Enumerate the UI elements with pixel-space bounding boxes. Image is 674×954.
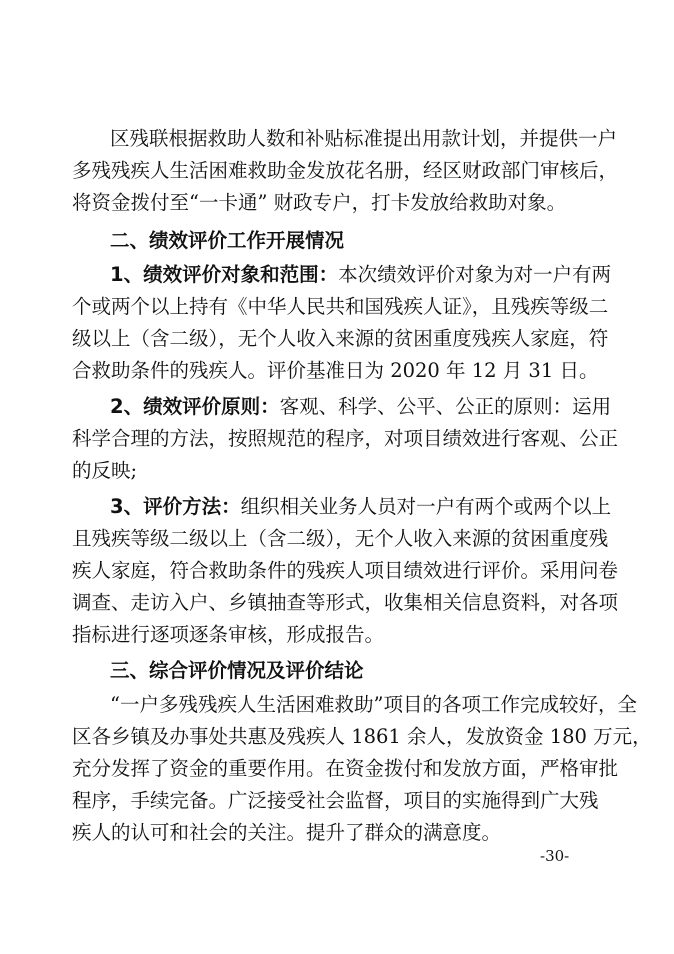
item-line xyxy=(0,260,674,290)
item-label: 2、绩效评价原则： xyxy=(110,395,280,418)
paragraph-line: 区各乡镇及办事处共惠及残疾人 1861 余人，发放资金 180 万元， xyxy=(72,725,652,748)
item-line xyxy=(0,492,674,522)
paragraph-line: “一户多残残疾人生活困难救助”项目的各项工作完成较好，全 xyxy=(110,693,637,716)
section-heading: 二、绩效评价工作开展情况 xyxy=(110,229,345,252)
section-heading: 三、综合评价情况及评价结论 xyxy=(110,659,364,682)
item-text: 本次绩效评价对象为对一户有两 xyxy=(338,263,612,286)
item-text: 客观、科学、公平、公正的原则：运用 xyxy=(279,395,612,418)
paragraph-line: 指标进行逐项逐条审核，形成报告。 xyxy=(72,623,385,646)
paragraph-line: 充分发挥了资金的重要作用。在资金拨付和发放方面，严格审批 xyxy=(72,757,619,780)
paragraph-line: 疾人家庭，符合救助条件的残疾人项目绩效进行评价。采用问卷 xyxy=(72,559,619,582)
paragraph-line: 区残联根据救助人数和补贴标准提出用款计划，并提供一户 xyxy=(110,127,618,150)
page-number: -30- xyxy=(540,847,570,865)
paragraph-line: 程序，手续完备。广泛接受社会监督，项目的实施得到广大残 xyxy=(72,789,599,812)
paragraph-line: 个或两个以上持有《中华人民共和国残疾人证》，且残疾等级二 xyxy=(72,295,609,318)
paragraph-line: 科学合理的方法，按照规范的程序，对项目绩效进行客观、公正 xyxy=(72,427,619,450)
item-label: 3、评价方法： xyxy=(110,495,241,518)
paragraph-line: 疾人的认可和社会的关注。提升了群众的满意度。 xyxy=(72,821,502,844)
paragraph-line: 的反映; xyxy=(72,459,138,482)
item-text: 组织相关业务人员对一户有两个或两个以上 xyxy=(240,495,612,518)
paragraph-line: 合救助条件的残疾人。评价基准日为 2020 年 12 月 31 日。 xyxy=(72,359,599,382)
paragraph-line: 将资金拨付至“一卡通” 财政专户，打卡发放给救助对象。 xyxy=(72,191,567,214)
item-label: 1、绩效评价对象和范围： xyxy=(110,263,339,286)
item-line xyxy=(0,392,674,422)
paragraph-line: 且残疾等级二级以上（含二级），无个人收入来源的贫困重度残 xyxy=(72,527,609,550)
paragraph-line: 级以上（含二级），无个人收入来源的贫困重度残疾人家庭，符 xyxy=(72,327,609,350)
paragraph-line: 调查、走访入户、乡镇抽查等形式，收集相关信息资料，对各项 xyxy=(72,591,619,614)
paragraph-line: 多残残疾人生活困难救助金发放花名册，经区财政部门审核后， xyxy=(72,159,619,182)
